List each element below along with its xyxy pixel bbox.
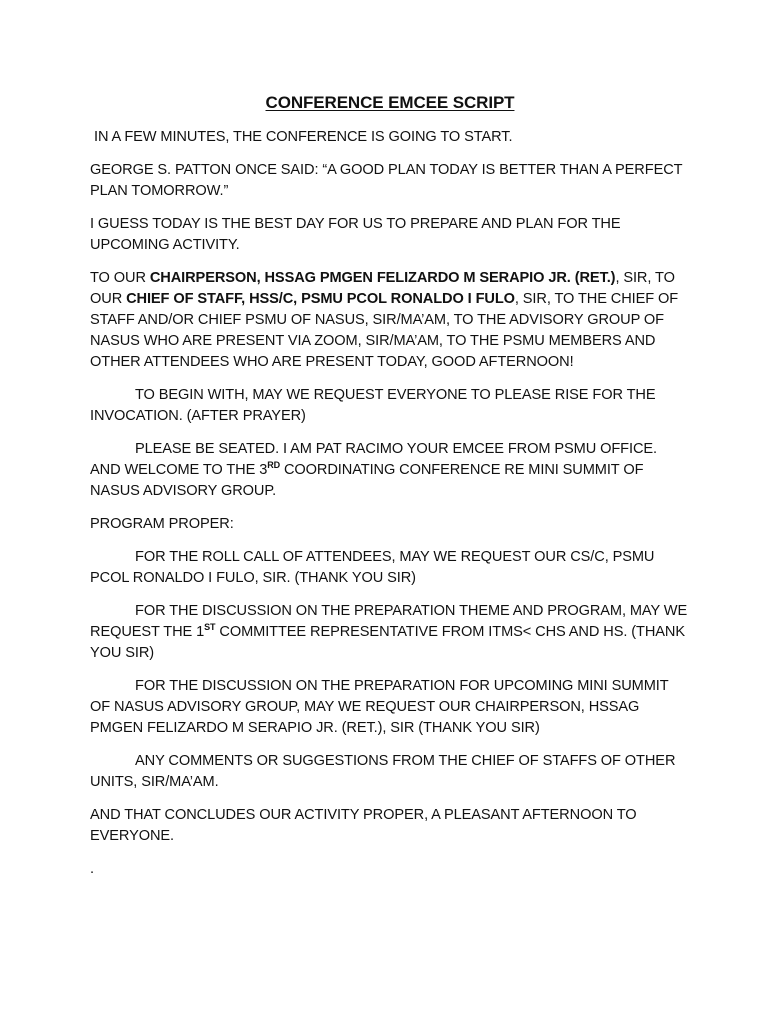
theme-text-2: COMMITTEE REPRESENTATIVE FROM ITMS< CHS AND HS. (THANK YOU SIR) [90,624,685,661]
document-page [90,92,690,892]
paragraph-quote: GEORGE S. PATTON ONCE SAID: “A GOOD PLAN TODAY IS BETTER THAN A PERFECT PLAN TOMORROW.” [90,162,683,199]
paragraph-theme-program [90,601,690,664]
trailing-period: . [90,861,94,877]
greetings-text-3: , SIR, TO THE CHIEF OF STAFF AND/OR CHIEF PSMU OF NASUS, SIR/MA’AM, TO THE ADVISORY GROUP OF NASUS WHO ARE PRESENT VIA ZOOM, SIR/MA’AM, TO THE PSMU MEMBERS AND OTHER ATTENDEES WHO ARE PRESENT TODAY, GOOD AFTERNOON! [90,291,679,370]
paragraph-intro: IN A FEW MINUTES, THE CONFERENCE IS GOING TO START. [94,129,513,145]
document-title: CONFERENCE EMCEE SCRIPT [265,93,515,112]
welcome-text-2: COORDINATING CONFERENCE RE MINI SUMMIT OF NASUS ADVISORY GROUP. [90,462,644,499]
paragraph-roll-call: FOR THE ROLL CALL OF ATTENDEES, MAY WE REQUEST OUR CS/C, PSMU PCOL RONALDO I FULO, SIR. (THANK YOU SIR) [90,549,655,586]
paragraph-mini-summit: FOR THE DISCUSSION ON THE PREPARATION FOR UPCOMING MINI SUMMIT OF NASUS ADVISORY GROUP, MAY WE REQUEST OUR CHAIRPERSON, HSSAG PMGEN FELIZARDO M SERAPIO JR. (RET.), SIR (THANK YOU SIR) [90,678,669,736]
paragraph-plan: I GUESS TODAY IS THE BEST DAY FOR US TO PREPARE AND PLAN FOR THE UPCOMING ACTIVITY. [90,216,621,253]
paragraph-welcome [90,439,690,502]
welcome-text-1: PLEASE BE SEATED. I AM PAT RACIMO YOUR EMCEE FROM PSMU OFFICE. AND WELCOME TO THE 3 [90,441,657,478]
paragraph-greetings [90,268,690,373]
paragraph-comments: ANY COMMENTS OR SUGGESTIONS FROM THE CHIEF OF STAFFS OF OTHER UNITS, SIR/MA’AM. [90,753,676,790]
chairperson-name: CHAIRPERSON, HSSAG PMGEN FELIZARDO M SERAPIO JR. (RET.) [149,270,616,286]
theme-text-1: FOR THE DISCUSSION ON THE PREPARATION THEME AND PROGRAM, MAY WE REQUEST THE 1 [90,603,688,640]
paragraph-closing: AND THAT CONCLUDES OUR ACTIVITY PROPER, A PLEASANT AFTERNOON TO EVERYONE. [90,807,637,844]
greetings-text-1: TO OUR [90,270,150,286]
ordinal-suffix: ST [204,622,216,632]
greetings-text-2: , SIR, TO OUR [90,270,675,307]
paragraph-invocation: TO BEGIN WITH, MAY WE REQUEST EVERYONE TO PLEASE RISE FOR THE INVOCATION. (AFTER PRAYER) [90,387,656,424]
chief-of-staff-name: CHIEF OF STAFF, HSS/C, PSMU PCOL RONALDO I FULO [126,291,515,307]
paragraph-program-proper: PROGRAM PROPER: [90,516,234,532]
ordinal-suffix: RD [267,460,281,470]
